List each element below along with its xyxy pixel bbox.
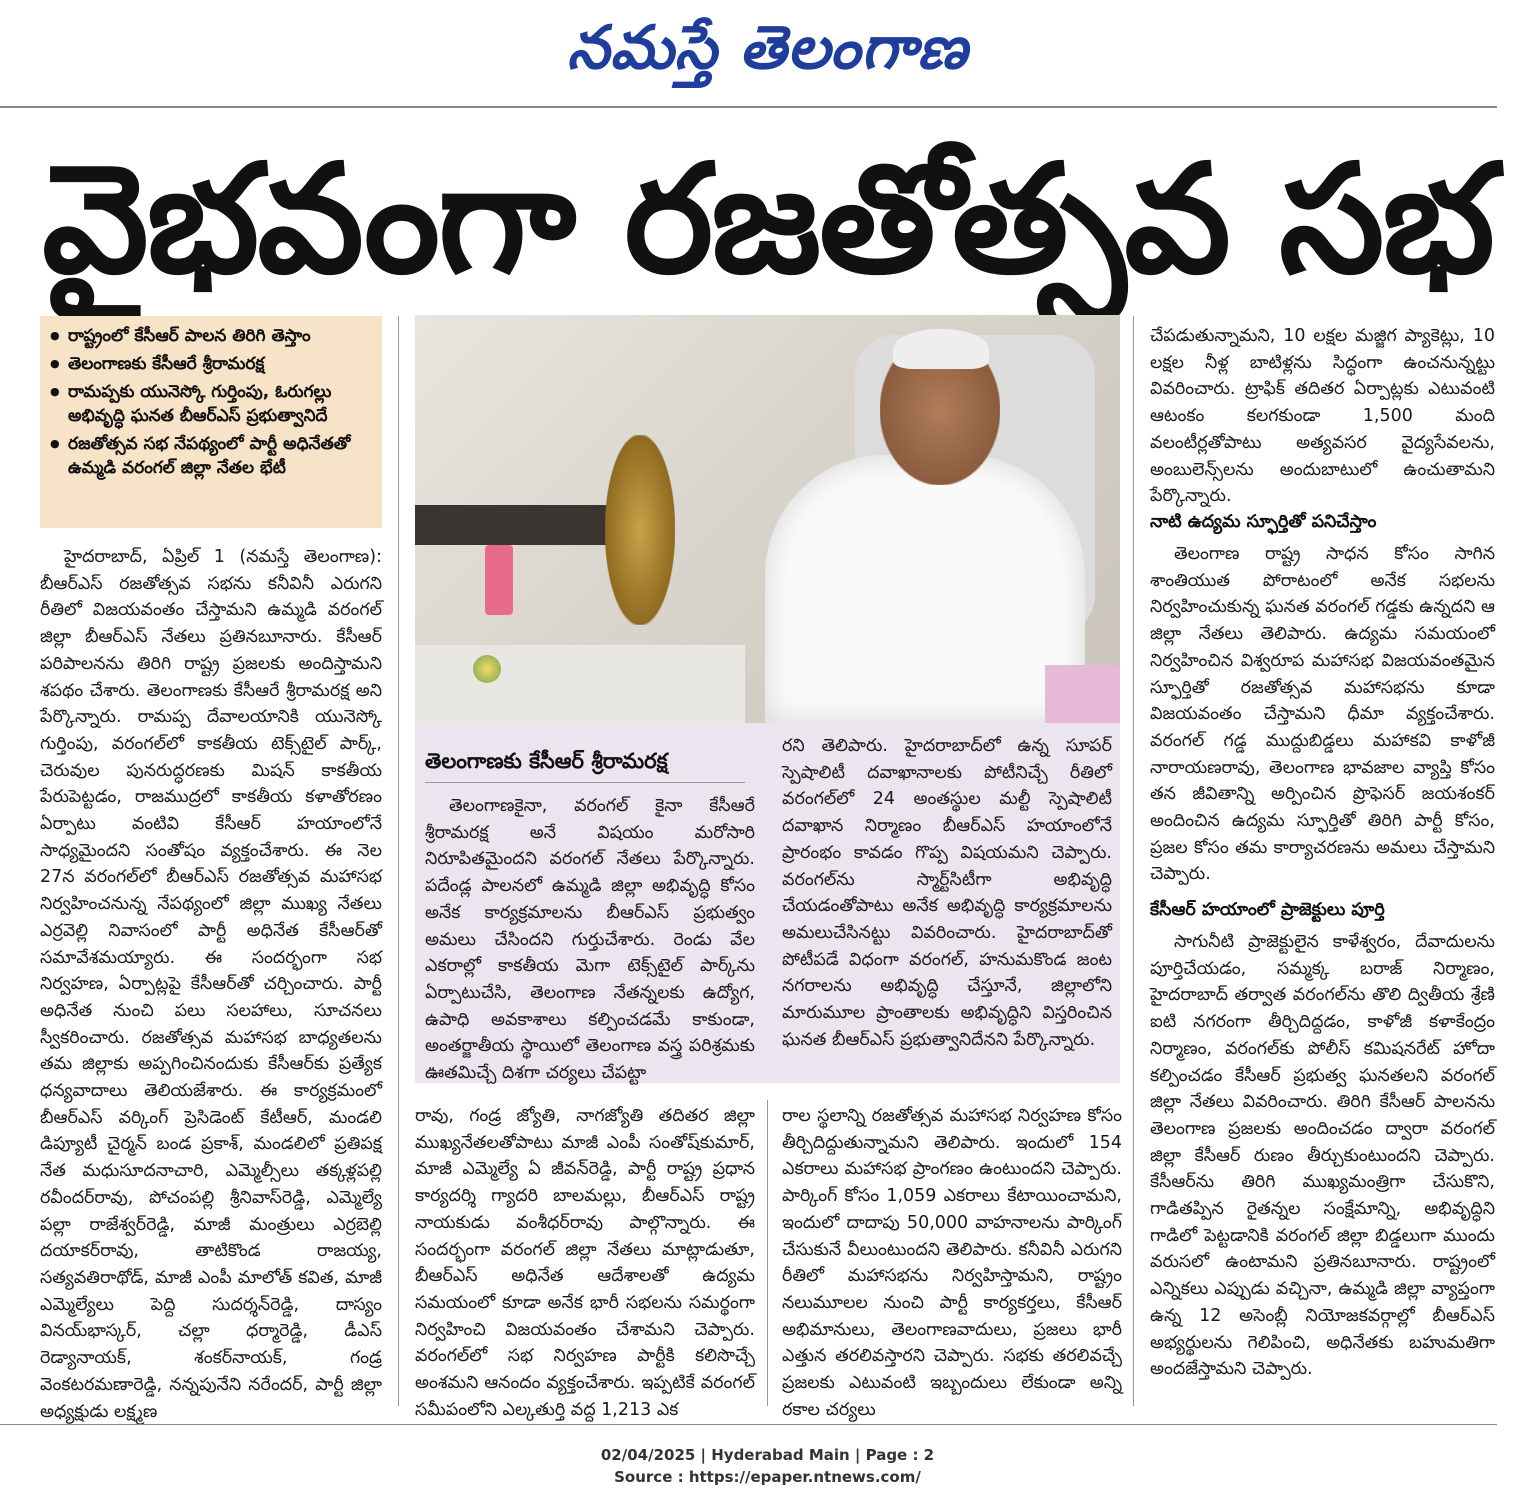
ganesha-idol-image — [605, 435, 675, 625]
article-column-4-para2: సాగునీటి ప్రాజెక్టులైన కాళేశ్వరం, దేవాదులను పూర్తిచేయడం, సమ్మక్క బరాజ్‌ నిర్మాణం, హైదరాబాద్‌ తర్వాత వరంగల్‌ను తొలి ద్వితీయ శ్రేణి ఐటి నగరంగా తీర్చిదిద్దడం, కాళోజీ కళాకేంద్రం నిర్మాణం, వరంగల్‌కు పోలీస్‌ కమిషనరేట్‌ హోదా కల్పించడం కేసీఆర్‌ ప్రభుత్వ ఘనతలని వరంగల్‌ జిల్లా నేతలు వివరించారు. తిరిగి కేసీఆర్‌ పాలనను తెలంగాణ ప్రజలకు అందించడం ద్వారా వరంగల్‌ జిల్లా కేసీఆర్‌ రుణం తీర్చుకుంటుందని చెప్పారు. కేసీఆర్‌ను తిరిగి ముఖ్యమంత్రిగా చేసుకొని, గాడితప్పిన రైతన్నల సంక్షేమాన్ని, అభివృద్ధిని గాడిలో పెట్టడానికి వరంగల్‌ జిల్లా బిడ్డలుగా ముందు వరుసలో ఉంటామని ప్రతినబూనారు. రాష్ట్రంలో ఎన్నికలు ఎప్పుడు వచ్చినా, ఉమ్మడి జిల్లా వ్యాప్తంగా ఉన్న 12 అసెంబ్లీ నియోజకవర్గాల్లో బీఆర్‌ఎస్‌ అభ్యర్థులను గెలిపించి, అధినేతకు బహుమతిగా అందజేస్తామని చెప్పారు. — [1150, 932, 1495, 1380]
subheading-2: కేసీఆర్‌ హయాంలో ప్రాజెక్టులు పూర్తి — [1150, 900, 1385, 920]
sidebox-text-left: తెలంగాణకైనా, వరంగల్‌ కైనా కేసీఆరే శ్రీరామరక్ష అనే విషయం మరోసారి నిరూపితమైందని వరంగల్‌ నేతలు పేర్కొన్నారు. పదేండ్ల పాలనలో ఉమ్మడి జిల్లా అభివృద్ధి కోసం అనేక కార్యక్రమాలను బీఆర్‌ఎస్‌ ప్రభుత్వం అమలు చేసిందని గుర్తుచేశారు. రెండు వేల ఎకరాల్లో కాకతీయ మెగా టెక్స్‌టైల్‌ పార్క్‌ను ఏర్పాటుచేసి, తెలంగాణ నేతన్నలకు ఉద్యోగ, ఉపాధి అవకాశాలు కల్పించడమే కాకుండా, అంతర్జాతీయ స్థాయిలో తెలంగాణ వస్త్ర పరిశ్రమకు ఊతమిచ్చే దిశగా చర్యలు చేపట్టా — [425, 796, 755, 1084]
highlights-box — [40, 316, 382, 528]
article-photo — [415, 315, 1120, 723]
footer-dateline: 02/04/2025 | Hyderabad Main | Page : 2 — [600, 1446, 935, 1464]
highlight-item: ● రామప్పకు యునెస్కో గుర్తింపు, ఓరుగల్లు అభివృద్ధి ఘనత బీఆర్‌ఎస్‌ ప్రభుత్వానిదే — [50, 380, 372, 428]
masthead-title: నమస్తే తెలంగాణ — [566, 13, 969, 83]
column-1-text: హైదరాబాద్‌, ఏప్రిల్‌ 1 (నమస్తే తెలంగాణ): బీఆర్‌ఎస్‌ రజతోత్సవ సభను కనీవినీ ఎరుగని రీతిలో విజయవంతం చేస్తామని ఉమ్మడి వరంగల్‌ జిల్లా బీఆర్‌ఎస్‌ నేతలు ప్రతినబూనారు. కేసీఆర్‌ పరిపాలనను తిరిగి రాష్ట్ర ప్రజలకు అందిస్తామని శపథం చేశారు. తెలంగాణకు కేసీఆరే శ్రీరామరక్ష అని పేర్కొన్నారు. రామప్ప దేవాలయానికి యునెస్కో గుర్తింపు, వరంగల్‌లో కాకతీయ టెక్స్‌టైల్‌ పార్క్‌, చెరువుల పునరుద్ధరణకు మిషన్‌ కాకతీయ పేరుపెట్టడం, రాజముద్రలో కాకతీయ కళాతోరణం ఏర్పాటు వంటివి కేసీఆర్‌ హయాంలోనే సాధ్యమైందని సంతోషం వ్యక్తంచేశారు. ఈ నెల 27న వరంగల్‌లో బీఆర్‌ఎస్‌ రజతోత్సవ మహాసభ నిర్వహించనున్న నేపథ్యంలో జిల్లా ముఖ్య నేతలు ఎర్రవెల్లి నివాసంలో పార్టీ అధినేత కేసీఆర్‌తో సమావేశమయ్యారు. ఈ సందర్భంగా సభ నిర్వహణ, ఏర్పాట్లపై కేసీఆర్‌తో చర్చించారు. పార్టీ అధినేత నుంచి పలు సలహాలు, సూచనలు స్వీకరించారు. రజతోత్సవ మహాసభ బాధ్యతలను తమ జిల్లాకు అప్పగించినందుకు కేసీఆర్‌కు ప్రత్యేక ధన్యవాదాలు తెలియజేశారు. ఈ కార్యక్రమంలో బీఆర్‌ఎస్‌ వర్కింగ్‌ ప్రెసిడెంట్‌ కేటీఆర్‌, మండలి డిప్యూటీ చైర్మన్‌ బండ ప్రకాశ్‌, మండలిలో ప్రతిపక్ష నేత మధుసూదనాచారి, ఎమ్మెల్సీలు తక్కళ్లపల్లి రవీందర్‌రావు, పోచంపల్లి శ్రీనివాస్‌రెడ్డి, ఎమ్మెల్యే పల్లా రాజేశ్వర్‌రెడ్డి, మాజీ మంత్రులు ఎర్రబెల్లి దయాకర్‌రావు, తాటికొండ రాజయ్య, సత్యవతిరాథోడ్‌, మాజీ ఎంపీ మాలోత్‌ కవిత, మాజీ ఎమ్మెల్యేలు పెద్ది సుదర్శన్‌రెడ్డి, దాస్యం వినయ్‌భాస్కర్‌, చల్లా ధర్మారెడ్డి, డీఎస్‌ రెడ్యానాయక్‌, శంకర్‌నాయక్‌, గండ్ర వెంకటరమణారెడ్డి, నన్నపునేని నరేందర్‌, పార్టీ జిల్లా అధ్యక్షుడు లక్ష్మణ — [40, 547, 382, 1422]
article-column-2: రావు, గండ్ర జ్యోతి, నాగజ్యోతి తదితర జిల్లా ముఖ్యనేతలతోపాటు మాజీ ఎంపీ సంతోష్‌కుమార్‌, మాజీ ఎమ్మెల్యే ఏ జీవన్‌రెడ్డి, పార్టీ రాష్ట్ర ప్రధాన కార్యదర్శి గ్యాదరి బాలమల్లు, బీఆర్‌ఎస్‌ రాష్ట్ర నాయకుడు వంశీధర్‌రావు పాల్గొన్నారు. ఈ సందర్భంగా వరంగల్‌ జిల్లా నేతలు మాట్లాడుతూ, బీఆర్‌ఎస్‌ అధినేత ఆదేశాలతో ఉద్యమ సమయంలో కూడా అనేక భారీ సభలను సమర్థంగా నిర్వహించి విజయవంతం చేశామని చెప్పారు. వరంగల్‌లో సభ నిర్వహణ పార్టీకి కలిసొచ్చే అంశమని ఆనందం వ్యక్తంచేశారు. ఇప్పటికే వరంగల్‌ సమీపంలోని ఎల్కతుర్తి వద్ద 1,213 ఎక — [415, 1106, 755, 1420]
article-column-3: రాల స్థలాన్ని రజతోత్సవ మహాసభ నిర్వహణ కోసం తీర్చిదిద్దుతున్నామని తెలిపారు. ఇందులో 154 ఎకరాలు మహాసభ ప్రాంగణం ఉంటుందని చెప్పారు. పార్కింగ్‌ కోసం 1,059 ఎకరాలు కేటాయించామని, ఇందులో దాదాపు 50,000 వాహనాలను పార్కింగ్‌ చేసుకునే వీలుంటుందని తెలిపారు. కనీవినీ ఎరుగని రీతిలో మహాసభను నిర్వహిస్తామని, రాష్ట్రం నలుమూలల నుంచి పార్టీ కార్యకర్తలు, కేసీఆర్‌ అభిమానులు, తెలంగాణవాదులు, ప్రజలు భారీ ఎత్తున తరలివస్తారని చెప్పారు. సభకు తరలివచ్చే ప్రజలకు ఎటువంటి ఇబ్బందులు లేకుండా అన్ని రకాల చర్యలు — [782, 1106, 1122, 1420]
headline: వైభవంగా రజతోత్సవ సభ — [42, 133, 1493, 307]
sidebox-title: తెలంగాణకు కేసీఆర్‌ శ్రీరామరక్ష — [425, 746, 755, 776]
sidebox-text-right: రని తెలిపారు. హైదరాబాద్‌లో ఉన్న సూపర్‌ స్పెషాలిటీ దవాఖానాలకు పోటీనిచ్చే రీతిలో వరంగల్‌లో 24 అంతస్థుల మల్టీ స్పెషాలిటీ దవాఖాన నిర్మాణం బీఆర్‌ఎస్‌ హయాంలోనే ప్రారంభం కావడం గొప్ప విషయమని చెప్పారు. వరంగల్‌ను స్మార్ట్‌సిటీగా అభివృద్ధి చేయడంతోపాటు అనేక అభివృద్ధి కార్యక్రమాలను అమలుచేసినట్టు వివరించారు. హైదరాబాద్‌తో పోటీపడే విధంగా వరంగల్‌, హనుమకొండ జంట నగరాలను అభివృద్ధి చేస్తూనే, జిల్లాలోని మారుమూల ప్రాంతాలకు అభివృద్ధిని విస్తరించిన ఘనత బీఆర్‌ఎస్‌ ప్రభుత్వానిదేనని పేర్కొన్నారు. — [782, 736, 1112, 1050]
article-column-1 — [40, 544, 382, 1422]
column-divider — [398, 316, 399, 1406]
column-divider — [767, 1100, 768, 1406]
masthead-rule — [0, 106, 1497, 108]
highlight-item: ● తెలంగాణకు కేసీఆరే శ్రీరామరక్ష — [50, 352, 372, 376]
article-column-4-intro: చేపడుతున్నామని, 10 లక్షల మజ్జిగ ప్యాకెట్లు, 10 లక్షల నీళ్ల బాటిళ్లను సిద్ధంగా ఉంచనున్నట్టు వివరించారు. ట్రాఫిక్‌ తదితర ఏర్పాట్లకు ఎటువంటి ఆటంకం కలగకుండా 1,500 మంది వలంటీర్లతోపాటు అత్యవసర వైద్యసేవలను, అంబులెన్స్‌లను అందుబాటులో ఉంచుతామని పేర్కొన్నారు. — [1150, 326, 1495, 507]
highlights-list — [50, 324, 372, 480]
column-divider — [1133, 316, 1134, 1406]
subheading-1: నాటి ఉద్యమ స్ఫూర్తితో పనిచేస్తాం — [1150, 512, 1377, 532]
article-column-4-para1: తెలంగాణ రాష్ట్ర సాధన కోసం సాగిన శాంతియుత పోరాటంలో అనేక సభలను నిర్వహించుకున్న ఘనత వరంగల్‌ గడ్డకు ఉన్నదని ఆ జిల్లా నేతలు తెలిపారు. ఉద్యమ సమయంలో నిర్వహించిన విశ్వరూప మహాసభ విజయవంతమైన స్ఫూర్తితో రజతోత్సవ మహాసభను కూడా విజయవంతం చేస్తామని ధీమా వ్యక్తంచేశారు. వరంగల్‌ గడ్డ ముద్దుబిడ్డలు మహాకవి కాళోజీ నారాయణరావు, తెలంగాణ భావజాల వ్యాప్తి కోసం తన జీవితాన్ని అర్పించిన ప్రొఫెసర్‌ జయశంకర్‌ అందించిన ఉద్యమ స్ఫూర్తితో తిరిగి పార్టీ కోసం, ప్రజల కోసం తమ కార్యాచరణను అమలు చేస్తామని చెప్పారు. — [1150, 544, 1495, 885]
footer — [0, 1444, 1535, 1488]
masthead-logo — [0, 8, 1535, 88]
highlight-item: ● రజతోత్సవ సభ నేపథ్యంలో పార్టీ అధినేతతో ఉమ్మడి వరంగల్‌ జిల్లా నేతల భేటీ — [50, 432, 372, 480]
footer-rule — [0, 1424, 1497, 1425]
highlight-item: ● రాష్ట్రంలో కేసీఆర్‌ పాలన తిరిగి తెస్తాం — [50, 324, 372, 348]
footer-source: Source : https://epaper.ntnews.com/ — [614, 1468, 921, 1486]
